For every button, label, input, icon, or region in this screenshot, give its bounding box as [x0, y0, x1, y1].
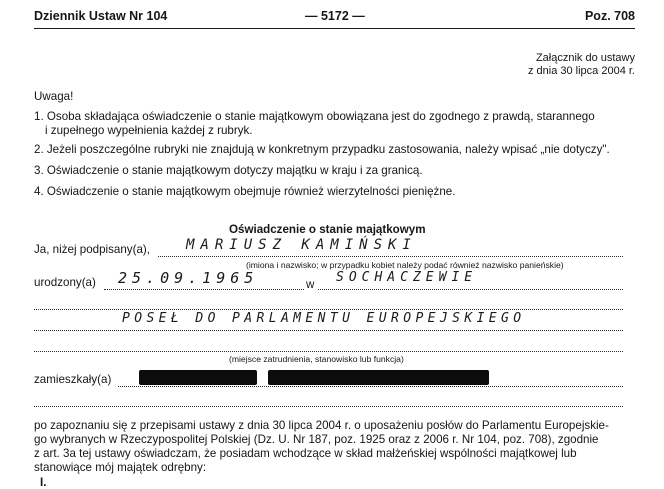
residence-field-line[interactable] — [118, 386, 623, 387]
notice-item-2: 2. Jeżeli poszczególne rubryki nie znajdują w konkretnym przypadku zastosowania, należy wpisać „nie dotyczy". — [34, 143, 610, 156]
paragraph-line-1: po zapoznaniu się z przepisami ustawy z dnia 30 lipca 2004 r. o uposażeniu posłów do Parlamentu Europejskie- — [34, 419, 609, 432]
position-number: Poz. 708 — [584, 9, 635, 23]
page-number: — 5172 — — [305, 9, 365, 23]
born-in-label: w — [306, 278, 315, 291]
birth-place-handwritten: SOCHACZEWIE — [336, 270, 478, 285]
born-label: urodzony(a) — [34, 276, 96, 289]
residence-line-2[interactable] — [34, 406, 623, 407]
form-title: Oświadczenie o stanie majątkowym — [229, 223, 426, 236]
section-number: I. — [40, 476, 47, 489]
name-caption: (imiona i nazwisko; w przypadku kobiet należy podać również nazwisko panieńskie) — [246, 260, 564, 270]
birth-date-handwritten: 25.09.1965 — [118, 269, 259, 287]
notice-title: Uwaga! — [34, 90, 74, 103]
name-label: Ja, niżej podpisany(a), — [34, 243, 150, 256]
paragraph-line-2: go wybranych w Rzeczypospolitej Polskiej (Dz. U. Nr 187, poz. 1925 oraz z 2006 r. Nr 104, poz. 708), zgodnie — [34, 433, 599, 446]
journal-title: Dziennik Ustaw Nr 104 — [34, 9, 168, 23]
paragraph-line-4: stanowiące mój majątek odrębny: — [34, 461, 207, 474]
notice-item-3: 3. Oświadczenie o stanie majątkowym dotyczy majątku w kraju i za granicą. — [34, 164, 423, 177]
position-line-1[interactable] — [34, 309, 623, 310]
notice-item-1: 1. Osoba składająca oświadczenie o stanie majątkowym obowiązana jest do zgodnego z prawdą, starannego — [34, 110, 595, 123]
annex-line-2: z dnia 30 lipca 2004 r. — [527, 65, 635, 77]
header-rule — [34, 28, 635, 29]
notice-item-1-cont: i zupełnego wypełnienia każdej z rubryk. — [45, 124, 253, 137]
position-caption: (miejsce zatrudnienia, stanowisko lub funkcja) — [229, 354, 404, 364]
birth-date-line[interactable] — [104, 289, 304, 290]
redaction-bar-2 — [268, 370, 489, 385]
birth-place-line[interactable] — [318, 289, 623, 290]
name-field-line[interactable] — [158, 256, 623, 257]
position-line-2[interactable] — [34, 330, 623, 331]
name-handwritten: MARIUSZ KAMIŃSKI — [186, 237, 417, 253]
notice-item-4: 4. Oświadczenie o stanie majątkowym obejmuje również wierzytelności pieniężne. — [34, 185, 456, 198]
paragraph-line-3: z art. 3a tej ustawy oświadczam, że posiadam wchodzące w skład małżeńskiej wspólności majątkowej lub — [34, 447, 577, 460]
redaction-bar-1 — [139, 370, 257, 385]
annex-line-1: Załącznik do ustawy — [535, 52, 635, 64]
position-line-3[interactable] — [34, 351, 623, 352]
position-handwritten: POSEŁ DO PARLAMENTU EUROPEJSKIEGO — [122, 311, 526, 326]
residence-label: zamieszkały(a) — [34, 373, 112, 386]
